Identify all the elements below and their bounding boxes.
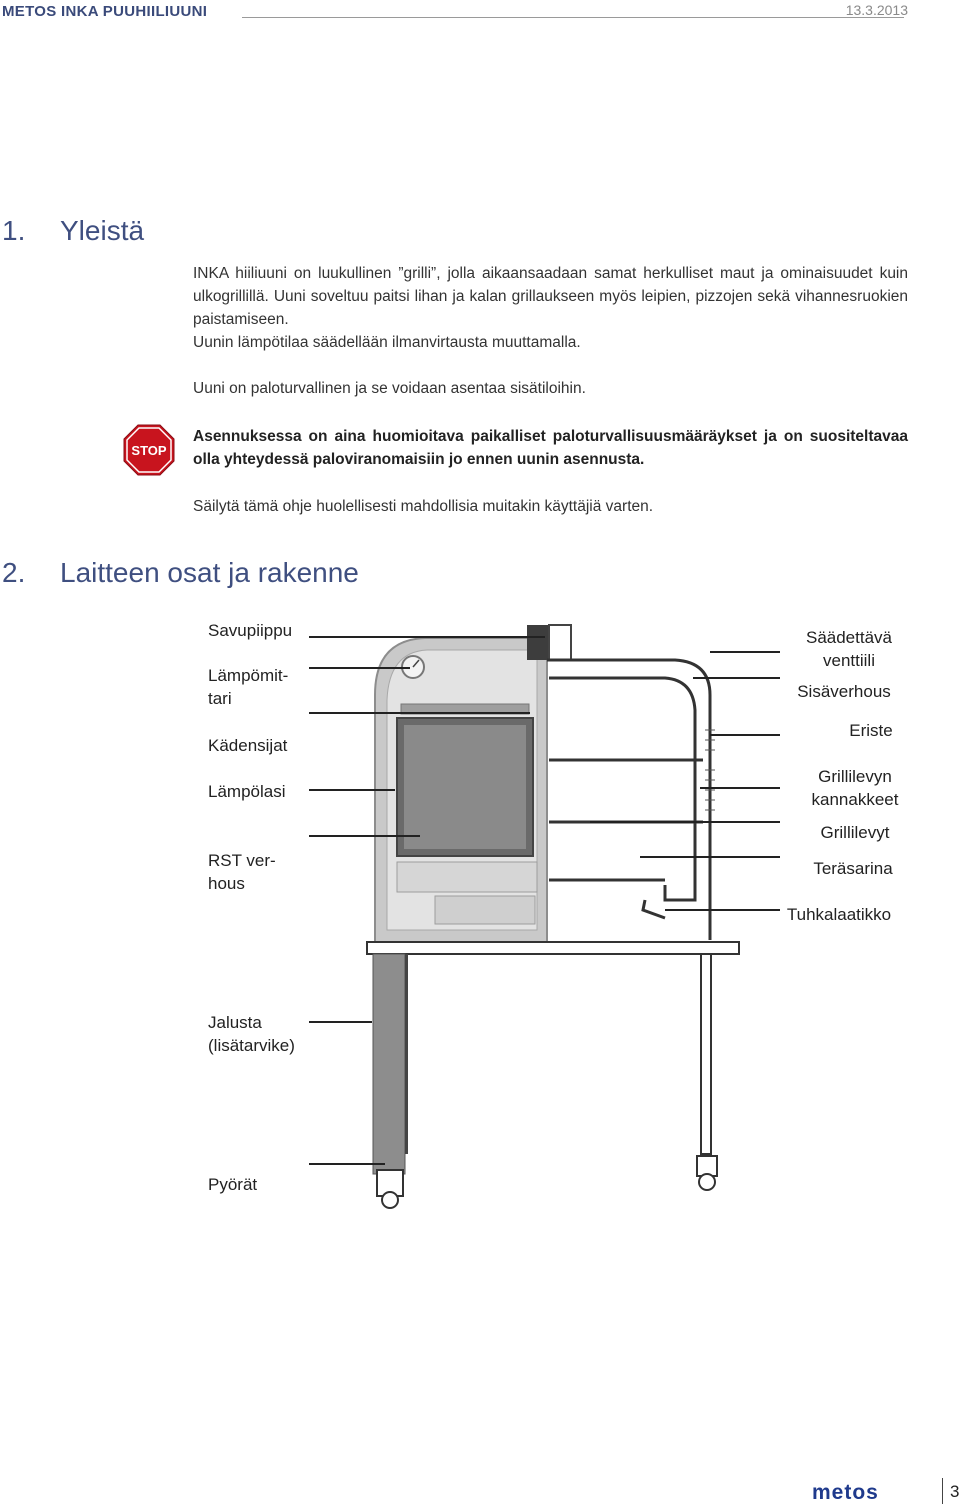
label-saadettava-venttiili: Säädettävä venttiili [805,628,892,670]
document-date: 13.3.2013 [845,2,908,18]
label-grillilevyt: Grillilevyt [820,823,890,842]
label-jalusta: Jalusta (lisätarvike) [208,1013,295,1055]
oven-diagram [305,600,785,1220]
wheels [377,1156,717,1208]
label-rst-verhous: RST ver- hous [208,851,276,893]
grill-rails [549,760,703,880]
stand [367,942,739,1174]
fire-safety-paragraph: Uuni on paloturvallinen ja se voidaan asentaa sisätiloihin. [193,380,586,397]
label-eriste: Eriste [849,721,893,740]
label-lampolasi: Lämpölasi [208,782,286,801]
section-1-title: Yleistä [60,215,145,246]
page-number: 3 [950,1482,960,1501]
intro-paragraph: INKA hiiliuuni on luukullinen ”grilli”, jolla aikaansaadaan samat herkulliset maut ja ominaisuudet kuin ulkogrillillä. Uuni soveltuu paitsi lihan ja kalan grillaukseen myös leipien, pizzojen sekä vihannesruokien paistamiseen. [193,265,908,328]
label-kadensijat: Kädensijat [208,736,288,755]
label-terasarina: Teräsarina [813,859,893,878]
section-1-number: 1. [2,215,26,246]
oven-cutaway [547,660,710,940]
section-1-heading [2,215,144,247]
keep-instructions-paragraph: Säilytä tämä ohje huolellisesti mahdollisia muitakin käyttäjiä varten. [193,498,654,515]
label-grillilevyn-kannakkeet: Grillilevyn kannakkeet [811,767,899,809]
label-pyorat: Pyörät [208,1175,258,1194]
header-rule [242,17,904,18]
stop-sign-icon [123,424,175,476]
temperature-paragraph: Uunin lämpötilaa säädellään ilmanvirtausta muuttamalla. [193,334,581,351]
chimney [527,625,571,660]
stop-sign-text: STOP [131,443,167,458]
label-tuhkalaatikko: Tuhkalaatikko [786,905,892,924]
label-sisaverhous: Sisäverhous [797,682,891,701]
section-2-number: 2. [2,557,26,588]
metos-logo [812,1482,930,1502]
document-title: METOS INKA PUUHIILIUUNI [2,3,208,20]
installation-warning: Asennuksessa on aina huomioitava paikalliset paloturvallisuusmääräykset ja on suositeltavaa olla yhteydessä paloviranomaisiin jo ennen uunin asennusta. [193,428,908,468]
metos-logo-text: metos [812,1482,879,1502]
section-2-heading [2,557,359,589]
footer-separator [942,1478,943,1504]
oven-cabinet [375,638,547,942]
section-1-body [193,262,908,400]
label-savupiippu: Savupiippu [208,621,293,640]
section-2-title: Laitteen osat ja rakenne [60,557,359,588]
label-lampomittari: Lämpömit- tari [208,666,289,708]
